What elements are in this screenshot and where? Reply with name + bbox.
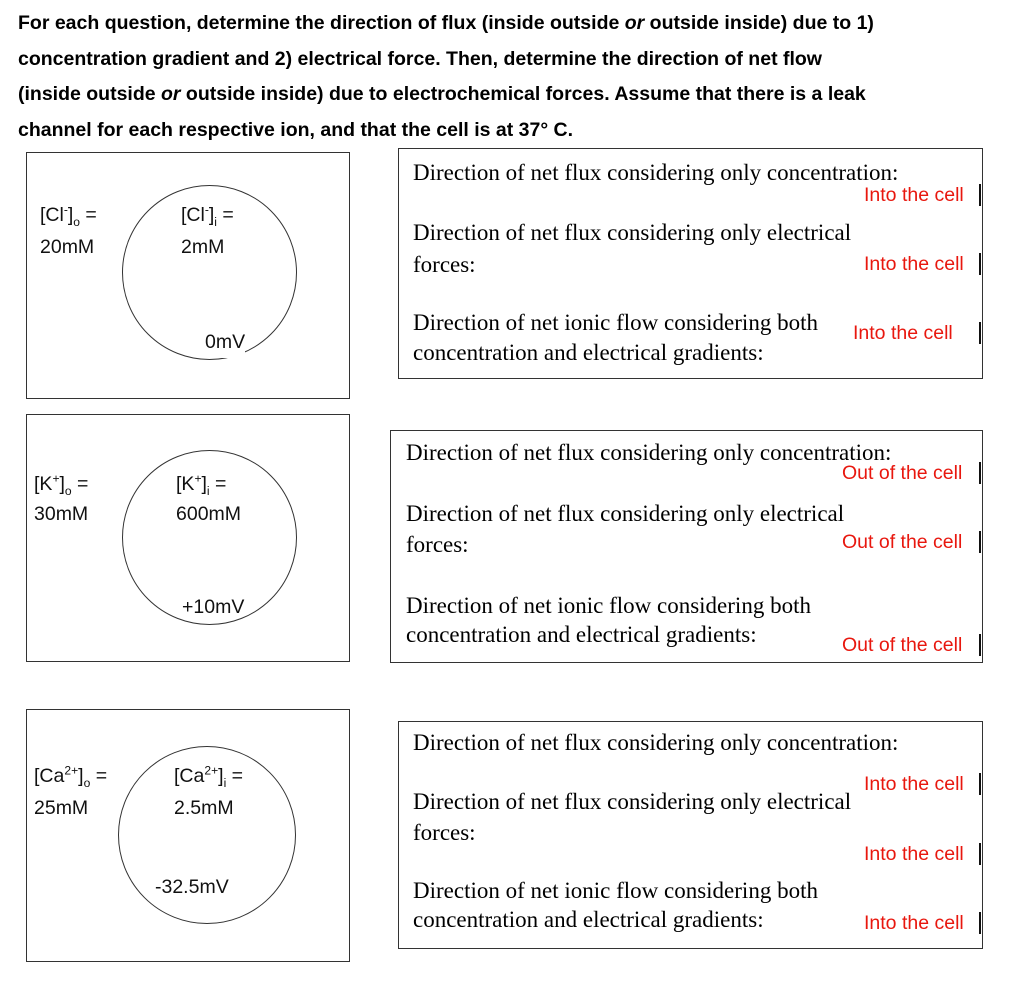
question-concentration-3: Direction of net flux considering only concentration:	[413, 730, 899, 755]
question-both-3: Direction of net ionic flow considering both	[413, 878, 818, 903]
cell-diagram-3	[26, 709, 350, 962]
instructions-text: outside inside) due to electrochemical forces. Assume that there is a leak	[180, 83, 866, 105]
text-cursor	[979, 531, 981, 553]
membrane-voltage-1: 0mV	[205, 327, 245, 358]
question-both-3-cont: concentration and electrical gradients:	[413, 907, 764, 932]
outside-concentration-value-1: 20mM	[40, 232, 94, 263]
instructions-text: For each question, determine the direction of flux (inside outside	[18, 12, 625, 34]
answer-electrical-1[interactable]: Into the cell	[864, 253, 964, 275]
answer-concentration-1[interactable]: Into the cell	[864, 184, 964, 206]
text-cursor	[979, 253, 981, 275]
membrane-voltage-2: +10mV	[182, 596, 245, 618]
answer-concentration-3[interactable]: Into the cell	[864, 773, 964, 795]
text-cursor	[979, 184, 981, 206]
cell-diagram-1	[26, 152, 350, 399]
instructions-line-4: channel for each respective ion, and that the cell is at 37° C.	[18, 118, 574, 141]
question-concentration-2: Direction of net flux considering only concentration:	[406, 440, 892, 465]
inside-concentration-label-2: $[K^+]_i$ =	[176, 471, 227, 498]
question-electrical-3-cont: forces:	[413, 820, 476, 845]
instructions-line-1	[18, 6, 1008, 42]
question-both-2: Direction of net ionic flow considering both	[406, 593, 811, 618]
answer-both-3[interactable]: Into the cell	[864, 912, 964, 934]
membrane-voltage-3: -32.5mV	[155, 872, 229, 903]
question-electrical-3: Direction of net flux considering only electrical	[413, 789, 852, 814]
instructions-line-2: concentration gradient and 2) electrical force. Then, determine the direction of net flow	[18, 47, 822, 70]
question-electrical-1: Direction of net flux considering only electrical	[413, 220, 852, 245]
question-concentration-1: Direction of net flux considering only concentration:	[413, 160, 899, 185]
question-electrical-2: Direction of net flux considering only electrical	[406, 501, 845, 526]
question-both-1: Direction of net ionic flow considering both	[413, 310, 818, 335]
outside-concentration-label-2: $[K^+]_o$ =	[34, 469, 88, 500]
inside-concentration-label-1: $[Cl^-]_i$ =	[181, 200, 234, 231]
inside-concentration-value-2: 600mM	[176, 503, 242, 525]
question-both-1-cont: concentration and electrical gradients:	[413, 340, 764, 365]
outside-concentration-value-2: 30mM	[34, 499, 88, 530]
outside-concentration-label-1: $[Cl^-]_o$ =	[40, 200, 97, 231]
inside-concentration-label-3: $[Ca^{2+}]_i$ =	[174, 763, 244, 790]
outside-concentration-value-3: 25mM	[34, 793, 88, 824]
text-cursor	[979, 322, 981, 344]
instructions-or: or	[624, 12, 645, 34]
instructions-or: or	[161, 83, 181, 105]
text-cursor	[979, 843, 981, 865]
inside-concentration-value-3: 2.5mM	[174, 797, 234, 819]
instructions-text: outside inside) due to 1)	[644, 12, 874, 34]
question-both-2-cont: concentration and electrical gradients:	[406, 622, 757, 647]
instructions	[18, 6, 1008, 148]
instructions-text: (inside outside	[18, 83, 162, 105]
answer-concentration-2[interactable]: Out of the cell	[842, 462, 963, 484]
text-cursor	[979, 773, 981, 795]
outside-concentration-label-3: $[Ca^{2+}]_o$ =	[34, 761, 107, 792]
answer-both-1[interactable]: Into the cell	[853, 322, 953, 344]
text-cursor	[979, 912, 981, 934]
answer-both-2[interactable]: Out of the cell	[842, 634, 963, 656]
text-cursor	[979, 634, 981, 656]
answer-electrical-2[interactable]: Out of the cell	[842, 531, 963, 553]
answer-electrical-3[interactable]: Into the cell	[864, 843, 964, 865]
instructions-line-3	[18, 77, 1008, 113]
inside-concentration-value-1: 2mM	[181, 232, 224, 263]
question-electrical-1-cont: forces:	[413, 252, 476, 277]
question-electrical-2-cont: forces:	[406, 532, 469, 557]
text-cursor	[979, 462, 981, 484]
cell-diagram-2	[26, 414, 350, 662]
